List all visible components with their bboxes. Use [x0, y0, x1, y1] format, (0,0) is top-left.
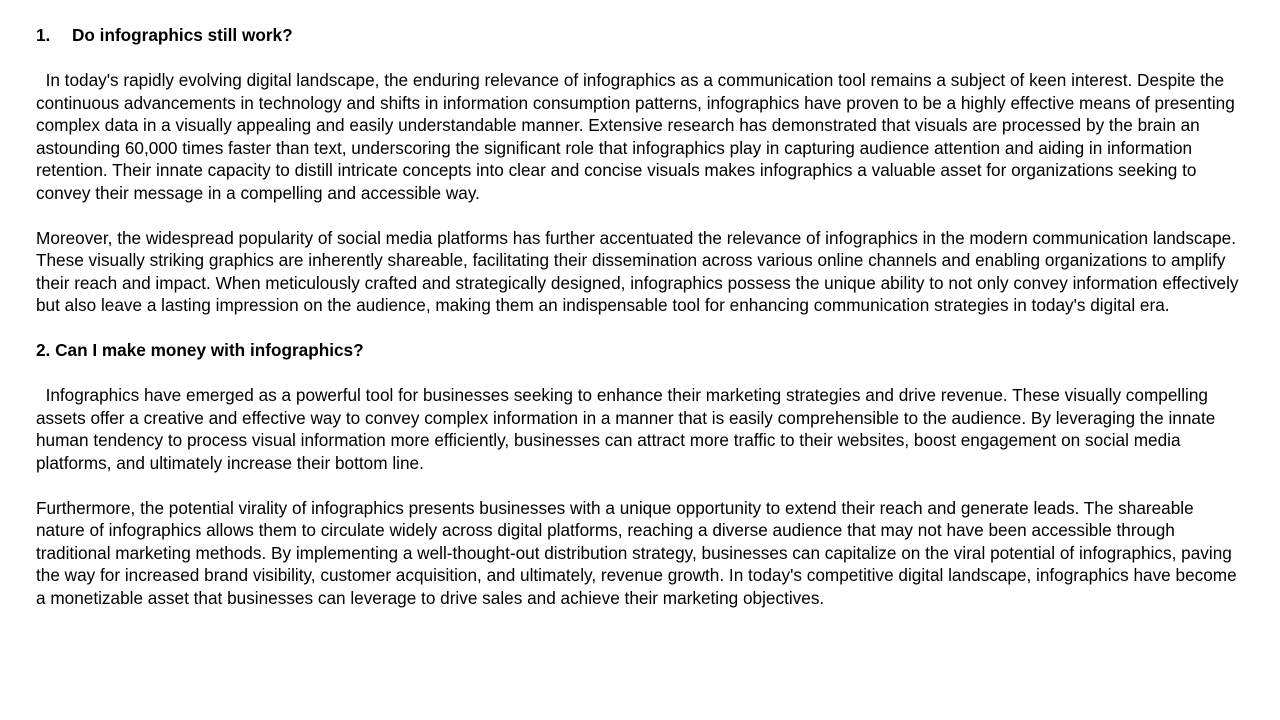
- spacer: [36, 362, 1246, 385]
- spacer: [36, 317, 1246, 340]
- document-body: [36, 24, 1246, 609]
- section-2-paragraph-1: Infographics have emerged as a powerful tool for businesses seeking to enhance their marketing strategies and drive revenue. These visually compelling assets offer a creative and effective way to convey complex information in a manner that is easily comprehensible to the audience. By leveraging the innate human tendency to process visual information more efficiently, businesses can attract more traffic to their websites, boost engagement on social media platforms, and ultimately increase their bottom line.: [36, 385, 1221, 473]
- section-1-number: 1.: [36, 25, 51, 45]
- spacer: [36, 47, 1246, 70]
- section-2-heading: 2. Can I make money with infographics?: [36, 340, 364, 360]
- section-1-paragraph-2: Moreover, the widespread popularity of social media platforms has further accentuated the relevance of infographics in the modern communication landscape. These visually striking graphics are inherently shareable, facilitating their dissemination across various online channels and enabling organizations to amplify their reach and impact. When meticulously crafted and strategically designed, infographics possess the unique ability to not only convey information effectively but also leave a lasting impression on the audience, making them an indispensable tool for enhancing communication strategies in today's digital era.: [36, 227, 1239, 315]
- spacer: [36, 204, 1246, 227]
- section-2-paragraph-2: Furthermore, the potential virality of infographics presents businesses with a unique opportunity to extend their reach and generate leads. The shareable nature of infographics allows them to circulate widely across digital platforms, reaching a diverse audience that may not have been accessible through traditional marketing methods. By implementing a well-thought-out distribution strategy, businesses can capitalize on the viral potential of infographics, paving the way for increased brand visibility, customer acquisition, and ultimately, revenue growth. In today's competitive digital landscape, infographics have become a monetizable asset that businesses can leverage to drive sales and achieve their marketing objectives.: [36, 497, 1237, 608]
- section-1-paragraph-1: In today's rapidly evolving digital landscape, the enduring relevance of infographics as a communication tool remains a subject of keen interest. Despite the continuous advancements in technology and shifts in information consumption patterns, infographics have proven to be a highly effective means of presenting complex data in a visually appealing and easily understandable manner. Extensive research has demonstrated that visuals are processed by the brain an astounding 60,000 times faster than text, underscoring the significant role that infographics play in capturing audience attention and aiding in information retention. Their innate capacity to distill intricate concepts into clear and concise visuals makes infographics a valuable asset for organizations seeking to convey their message in a compelling and accessible way.: [36, 70, 1240, 203]
- section-1-heading: [36, 24, 1246, 47]
- section-1-title: Do infographics still work?: [72, 25, 293, 45]
- spacer: [36, 474, 1246, 497]
